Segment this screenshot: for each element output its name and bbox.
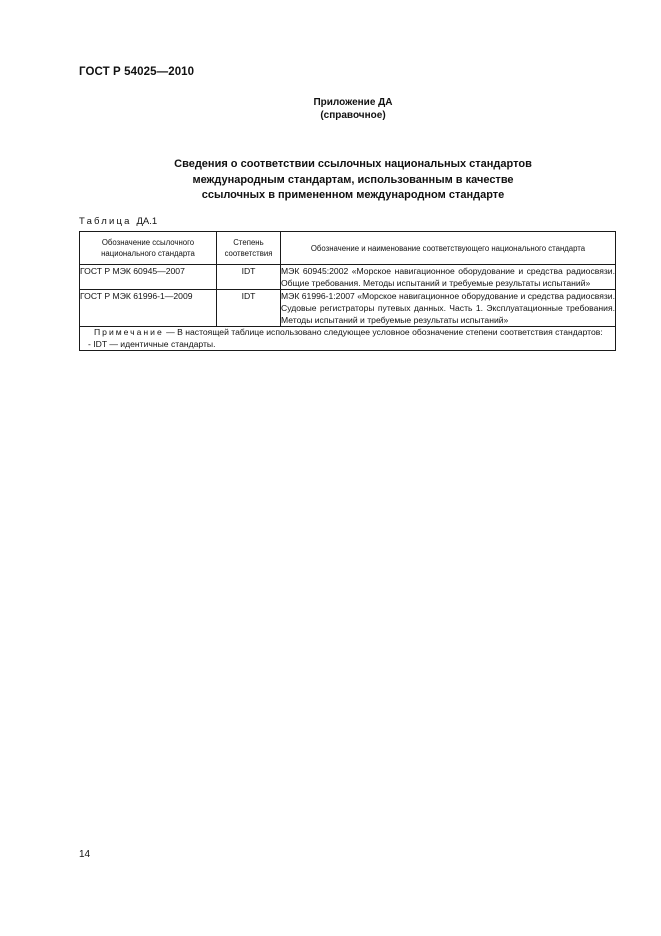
appendix-title: Приложение ДА: [313, 97, 393, 108]
cell-standard: ГОСТ Р МЭК 60945—2007: [80, 265, 217, 290]
table-header-row: [80, 232, 616, 265]
table-row: [80, 290, 616, 327]
section-title: [0, 157, 661, 204]
table-caption: [79, 216, 157, 227]
note-label: Примечание: [94, 327, 164, 337]
table-caption-number: ДА.1: [136, 216, 158, 227]
cell-name: МЭК 60945:2002 «Морское навигационное оборудование и средства радиосвязи. Общие требования. Методы испытаний и требуемые результаты испытаний»: [281, 266, 615, 288]
appendix-heading: [0, 96, 661, 122]
standard-header: ГОСТ Р 54025—2010: [79, 66, 195, 78]
note-text: — В настоящей таблице использовано следующее условное обозначение степени соответствия стандартов:: [166, 327, 603, 337]
correspondence-table: [79, 231, 616, 351]
table-note: [80, 327, 616, 351]
cell-name: МЭК 61996-1:2007 «Морское навигационное оборудование и средства радиосвязи. Судовые регистраторы путевых данных. Часть 1. Эксплуатационные требования. Методы испытаний и требуемые результаты испытаний»: [281, 291, 615, 325]
table-note-row: [80, 327, 616, 351]
page-number: 14: [79, 849, 91, 860]
table-row: [80, 265, 616, 290]
cell-standard: ГОСТ Р МЭК 61996-1—2009: [80, 290, 217, 327]
column-header-standard: Обозначение ссылочного национального стандарта: [80, 232, 217, 265]
column-header-name: Обозначение и наименование соответствующего национального стандарта: [281, 232, 616, 265]
note-item: - IDT — идентичные стандарты.: [88, 338, 216, 349]
cell-degree: IDT: [217, 265, 281, 290]
section-title-line: международным стандартам, использованным в качестве: [192, 173, 514, 186]
section-title-line: ссылочных в примененном международном стандарте: [201, 189, 505, 201]
cell-degree: IDT: [217, 290, 281, 327]
column-header-degree: Степень соответствия: [217, 232, 281, 265]
table-caption-label: Таблица: [79, 216, 132, 227]
appendix-subtitle: (справочное): [320, 110, 386, 121]
section-title-line: Сведения о соответствии ссылочных национальных стандартов: [174, 158, 532, 170]
